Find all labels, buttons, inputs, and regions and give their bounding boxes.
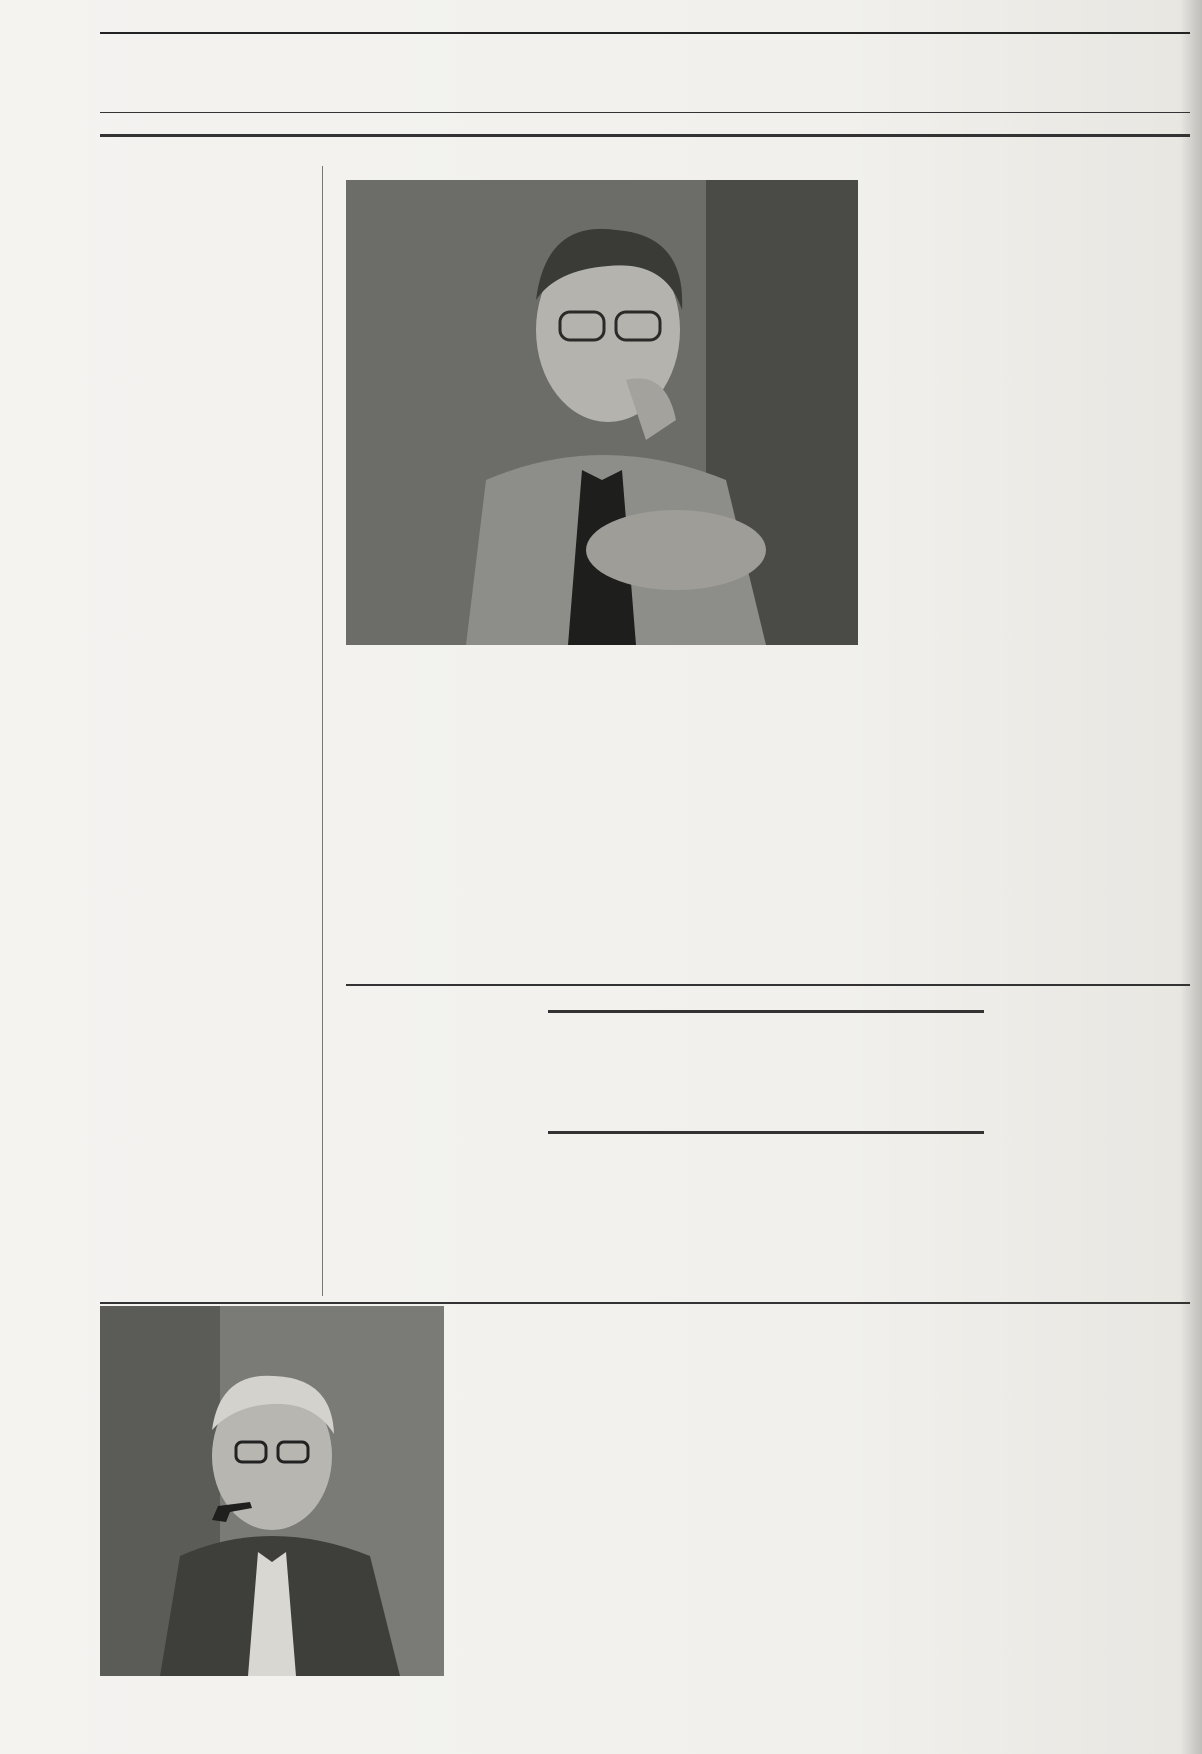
main-photo	[346, 180, 858, 645]
column-divider	[322, 166, 323, 1296]
section-divider	[100, 1302, 1190, 1304]
pull-quote-box	[548, 1010, 984, 1134]
second-photo	[100, 1306, 444, 1676]
article-body-col-5	[1004, 1014, 1188, 1296]
article-body-col-3	[548, 1158, 748, 1296]
section-title	[532, 38, 566, 96]
masthead-rule	[100, 112, 1190, 113]
masthead-thick-rule	[100, 134, 1190, 137]
article-body-col-2	[326, 1004, 536, 1296]
seated-man-photo	[346, 180, 858, 645]
article2-body-col-2	[658, 1448, 830, 1740]
top-rule	[100, 32, 1190, 34]
article-body-col-4	[776, 1158, 976, 1296]
article2-body-col-3	[842, 1448, 1014, 1740]
man-with-pipe-photo	[100, 1306, 444, 1676]
article2-body-col-4	[1026, 1448, 1190, 1740]
subheadline-rule	[346, 984, 1190, 986]
article-body-col-1	[106, 186, 316, 998]
article2-body-col-1	[474, 1448, 646, 1740]
